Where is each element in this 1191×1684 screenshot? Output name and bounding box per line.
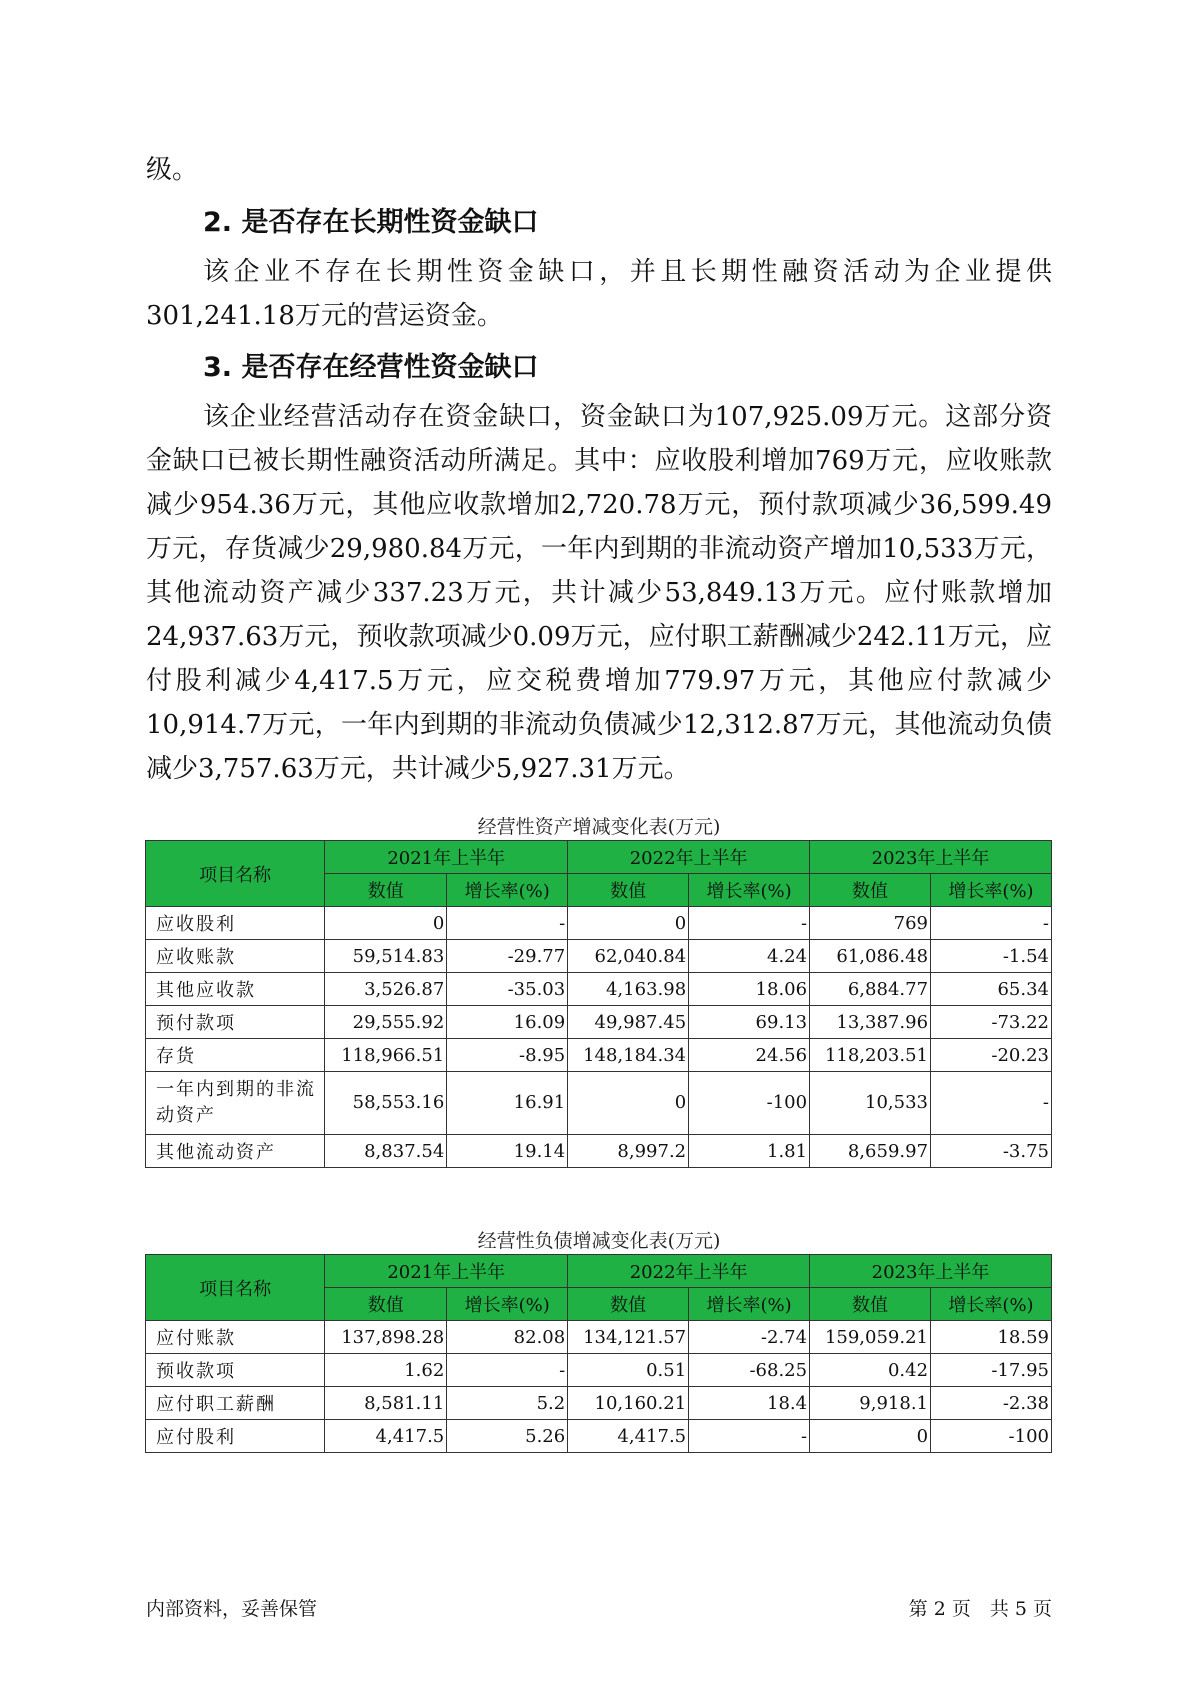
- cell-value: 137,898.28: [325, 1321, 447, 1354]
- row-label: 应收股利: [146, 907, 325, 940]
- cell-value: 118,966.51: [325, 1039, 447, 1072]
- cell-growth: 18.4: [689, 1387, 810, 1420]
- cell-value: 0: [810, 1420, 931, 1453]
- cell-value: 29,555.92: [325, 1006, 447, 1039]
- row-label: 其他流动资产: [146, 1135, 325, 1168]
- footer-confidential-note: 内部资料，妥善保管: [146, 1598, 318, 1620]
- header-period: 2022年上半年: [568, 841, 810, 874]
- row-label: 其他应收款: [146, 973, 325, 1006]
- cell-growth: -35.03: [447, 973, 568, 1006]
- header-value: 数值: [325, 1288, 447, 1321]
- cell-value: 0: [568, 907, 689, 940]
- cell-growth: 24.56: [689, 1039, 810, 1072]
- header-growth: 增长率(%): [447, 1288, 568, 1321]
- cell-growth: 82.08: [447, 1321, 568, 1354]
- cell-value: 10,533: [810, 1072, 931, 1135]
- table-row: [146, 1354, 1052, 1387]
- table-row: [146, 907, 1052, 940]
- row-label: 应付职工薪酬: [146, 1387, 325, 1420]
- cell-value: 0.51: [568, 1354, 689, 1387]
- cell-value: 8,659.97: [810, 1135, 931, 1168]
- cell-value: 0: [568, 1072, 689, 1135]
- cell-value: 4,417.5: [568, 1420, 689, 1453]
- cell-growth: 18.06: [689, 973, 810, 1006]
- cell-growth: 1.81: [689, 1135, 810, 1168]
- cell-growth: 5.2: [447, 1387, 568, 1420]
- header-value: 数值: [810, 874, 931, 907]
- table-row: [146, 1321, 1052, 1354]
- header-growth: 增长率(%): [689, 874, 810, 907]
- header-period: 2023年上半年: [810, 1255, 1052, 1288]
- section-heading-3: 3. 是否存在经营性资金缺口: [203, 352, 539, 383]
- cell-growth: 65.34: [931, 973, 1052, 1006]
- header-period: 2022年上半年: [568, 1255, 810, 1288]
- header-value: 数值: [568, 874, 689, 907]
- table-row: [146, 940, 1052, 973]
- operating-liabilities-table: [145, 1254, 1052, 1453]
- row-label: 应付账款: [146, 1321, 325, 1354]
- cell-growth: -73.22: [931, 1006, 1052, 1039]
- row-label: 存货: [146, 1039, 325, 1072]
- cell-growth: -20.23: [931, 1039, 1052, 1072]
- cell-growth: -: [689, 907, 810, 940]
- header-period: 2021年上半年: [325, 1255, 568, 1288]
- cell-growth: -68.25: [689, 1354, 810, 1387]
- cell-growth: -2.74: [689, 1321, 810, 1354]
- cell-growth: -2.38: [931, 1387, 1052, 1420]
- row-label: 应付股利: [146, 1420, 325, 1453]
- cell-growth: 5.26: [447, 1420, 568, 1453]
- header-period: 2021年上半年: [325, 841, 568, 874]
- cell-value: 0.42: [810, 1354, 931, 1387]
- cell-value: 62,040.84: [568, 940, 689, 973]
- header-growth: 增长率(%): [931, 874, 1052, 907]
- cell-value: 13,387.96: [810, 1006, 931, 1039]
- row-label: 预付款项: [146, 1006, 325, 1039]
- cell-growth: 19.14: [447, 1135, 568, 1168]
- cell-growth: 18.59: [931, 1321, 1052, 1354]
- table-row: [146, 1039, 1052, 1072]
- paragraph-long-term-gap: 该企业不存在长期性资金缺口，并且长期性融资活动为企业提供301,241.18万元的营运资金。: [146, 257, 1052, 331]
- footer-page-number: 第 2 页 共 5 页: [908, 1598, 1052, 1620]
- cell-growth: -3.75: [931, 1135, 1052, 1168]
- cell-value: 10,160.21: [568, 1387, 689, 1420]
- table-row: [146, 1135, 1052, 1168]
- cell-value: 8,581.11: [325, 1387, 447, 1420]
- header-growth: 增长率(%): [931, 1288, 1052, 1321]
- cell-growth: -100: [931, 1420, 1052, 1453]
- header-item-name: 项目名称: [146, 1255, 325, 1321]
- cell-value: 134,121.57: [568, 1321, 689, 1354]
- table-row: [146, 1006, 1052, 1039]
- cell-value: 159,059.21: [810, 1321, 931, 1354]
- cell-value: 148,184.34: [568, 1039, 689, 1072]
- cell-growth: 16.09: [447, 1006, 568, 1039]
- operating-assets-table: [145, 840, 1052, 1168]
- cell-value: 4,417.5: [325, 1420, 447, 1453]
- cell-growth: 4.24: [689, 940, 810, 973]
- header-value: 数值: [568, 1288, 689, 1321]
- table-caption-assets: 经营性资产增减变化表(万元): [477, 816, 721, 838]
- cell-value: 0: [325, 907, 447, 940]
- paragraph-operating-gap: 该企业经营活动存在资金缺口，资金缺口为107,925.09万元。这部分资金缺口已被长期性融资活动所满足。其中：应收股利增加769万元，应收账款减少954.36万元，其他应收款增加2,720.78万元，预付款项减少36,599.49万元，存货减少29,980.84万元，一年内到期的非流动资产增加10,533万元，其他流动资产减少337.23万元，共计减少53,849.13万元。应付账款增加24,937.63万元，预收款项减少0.09万元，应付职工薪酬减少242.11万元，应付股利减少4,417.5万元，应交税费增加779.97万元，其他应付款减少10,914.7万元，一年内到期的非流动负债减少12,312.87万元，其他流动负债减少3,757.63万元，共计减少5,927.31万元。: [146, 402, 1052, 784]
- cell-growth: 16.91: [447, 1072, 568, 1135]
- cell-growth: -: [931, 907, 1052, 940]
- cell-value: 59,514.83: [325, 940, 447, 973]
- cell-growth: -: [447, 1354, 568, 1387]
- header-value: 数值: [325, 874, 447, 907]
- cell-value: 49,987.45: [568, 1006, 689, 1039]
- table-row: [146, 973, 1052, 1006]
- header-item-name: 项目名称: [146, 841, 325, 907]
- table-row: [146, 1420, 1052, 1453]
- row-label: 一年内到期的非流动资产: [146, 1072, 325, 1135]
- header-growth: 增长率(%): [689, 1288, 810, 1321]
- table-caption-liabilities: 经营性负债增减变化表(万元): [477, 1230, 721, 1252]
- cell-growth: -1.54: [931, 940, 1052, 973]
- header-period: 2023年上半年: [810, 841, 1052, 874]
- cell-value: 8,837.54: [325, 1135, 447, 1168]
- cell-value: 6,884.77: [810, 973, 931, 1006]
- cell-value: 1.62: [325, 1354, 447, 1387]
- cell-value: 61,086.48: [810, 940, 931, 973]
- cell-value: 8,997.2: [568, 1135, 689, 1168]
- cell-growth: -29.77: [447, 940, 568, 973]
- cell-growth: -8.95: [447, 1039, 568, 1072]
- cell-value: 118,203.51: [810, 1039, 931, 1072]
- cell-value: 9,918.1: [810, 1387, 931, 1420]
- table-row: [146, 1072, 1052, 1135]
- table-row: [146, 1387, 1052, 1420]
- cell-growth: -: [447, 907, 568, 940]
- cell-value: 4,163.98: [568, 973, 689, 1006]
- cell-value: 3,526.87: [325, 973, 447, 1006]
- cell-value: 58,553.16: [325, 1072, 447, 1135]
- cell-growth: 69.13: [689, 1006, 810, 1039]
- row-label: 预收款项: [146, 1354, 325, 1387]
- paragraph-continuation: 级。: [146, 155, 199, 185]
- header-growth: 增长率(%): [447, 874, 568, 907]
- header-value: 数值: [810, 1288, 931, 1321]
- cell-growth: -100: [689, 1072, 810, 1135]
- row-label: 应收账款: [146, 940, 325, 973]
- cell-value: 769: [810, 907, 931, 940]
- cell-growth: -: [689, 1420, 810, 1453]
- cell-growth: -17.95: [931, 1354, 1052, 1387]
- cell-growth: -: [931, 1072, 1052, 1135]
- section-heading-2: 2. 是否存在长期性资金缺口: [203, 207, 539, 238]
